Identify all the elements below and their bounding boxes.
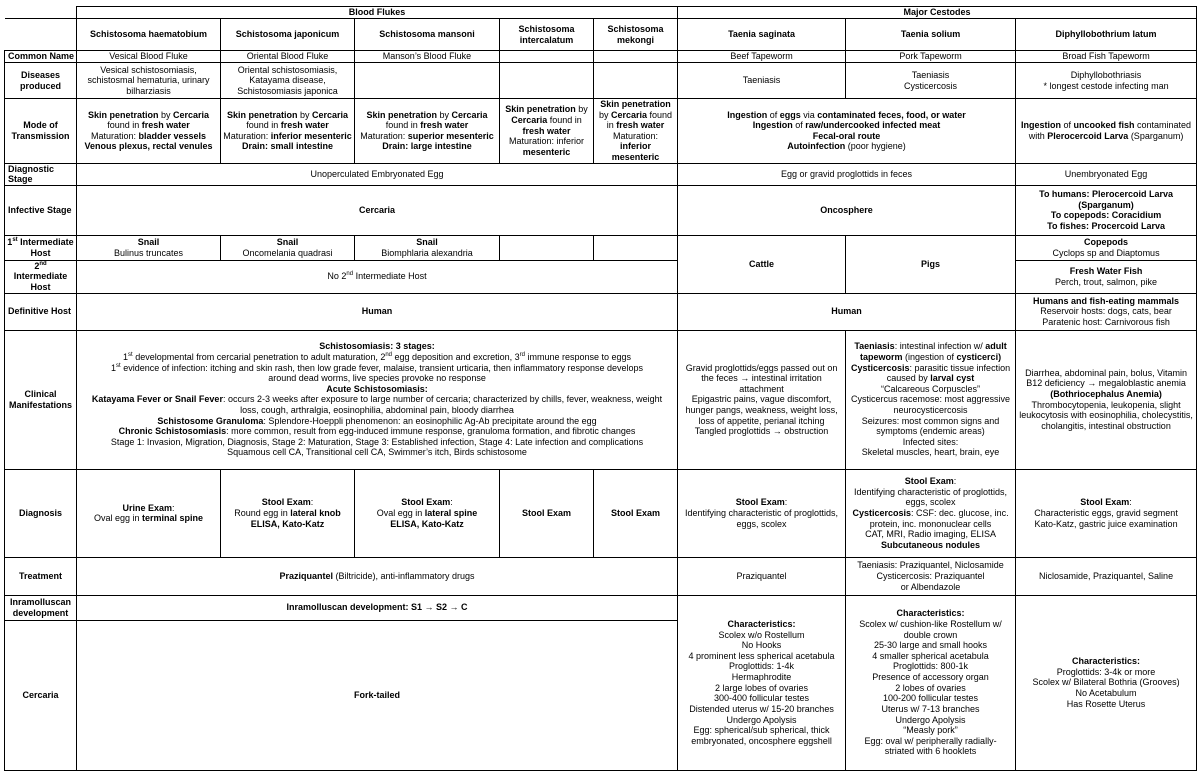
diag-stage-taenia: Egg or gravid proglottids in feces — [678, 163, 1016, 185]
row-header-clinical: Clinical Manifestations — [5, 330, 77, 469]
text-line: Snail — [276, 237, 299, 248]
intermediate-host-solium: Pigs — [846, 235, 1016, 293]
second-ih-latum — [1016, 260, 1197, 293]
diseases-solium — [846, 63, 1016, 99]
text-line: Diarrhea, abdominal pain, bolus, Vitamin — [1025, 367, 1188, 378]
clinical-saginata — [678, 330, 846, 469]
text-line: Diphyllobothriasis — [1070, 69, 1142, 80]
text-line: Scolex w/o Rostellum — [718, 629, 805, 640]
col-header-latum: Diphyllobothrium latum — [1016, 19, 1197, 51]
text-line: found in fresh water — [107, 120, 190, 131]
text-line: 300-400 follicular testes — [714, 693, 810, 704]
text-line: Cysticercosis: CSF: dec. glucose, inc. — [852, 507, 1009, 518]
parasite-comparison-table — [4, 6, 1197, 771]
text-line: Thrombocytopenia, leukopenia, slight — [1031, 399, 1181, 410]
row-header-mode: Mode of Transmission — [5, 99, 77, 164]
text-line: Undergo Apolysis — [726, 714, 797, 725]
diseases-mansoni — [355, 63, 500, 99]
text-line: Perch, trout, salmon, pike — [1055, 276, 1158, 287]
text-line: with Plerocercoid Larva (Sparganum) — [1028, 130, 1184, 141]
text-line: Scolex w/ cushion-like Rostellum w/ — [859, 619, 1002, 630]
text-line: Skin penetration by — [505, 104, 588, 115]
text-line: Oval egg in terminal spine — [93, 513, 204, 524]
text-line: “Calcareous Corpuscles” — [881, 383, 981, 394]
text-line: mesenteric — [522, 146, 571, 157]
characteristics-solium — [846, 595, 1016, 770]
mode-latum — [1016, 99, 1197, 164]
first-ih-japonicum — [221, 235, 355, 260]
text-line: Katayama disease, — [249, 75, 326, 86]
text-line: Subcutaneous nodules — [881, 539, 981, 550]
infective-latum — [1016, 185, 1197, 235]
first-ih-latum — [1016, 235, 1197, 260]
text-line: tapeworm (ingestion of cysticerci) — [859, 351, 1002, 362]
col-header-mansoni: Schistosoma mansoni — [355, 19, 500, 51]
text-line: Autoinfection (poor hygiene) — [787, 141, 906, 152]
col-header-saginata: Taenia saginata — [678, 19, 846, 51]
text-line: Epigastric pains, vague discomfort, — [691, 394, 832, 405]
text-line: Presence of accessory organ — [872, 672, 989, 683]
text-line: Ingestion of raw/undercooked infected meat — [752, 120, 941, 131]
text-line: 25-30 large and small hooks — [873, 640, 988, 651]
text-line: Acute Schistosomiasis: — [326, 383, 428, 394]
row-header-diag-stage: Diagnostic Stage — [5, 163, 77, 185]
text-line: striated with 6 hooklets — [884, 746, 977, 757]
text-line: loss, cough, arthralgia, eosinophilia, abdominal pain, bloody diarrhea — [240, 405, 514, 415]
diseases-mekongi — [594, 63, 678, 99]
text-line: 1st developmental from cercarial penetration to adult maturation, 2nd egg deposition and excretion, 3rd immune response to eggs — [123, 351, 632, 362]
first-ih-mekongi — [594, 235, 678, 260]
text-line: by Cercaria found — [598, 109, 673, 120]
col-header-solium: Taenia solium — [846, 19, 1016, 51]
intermediate-host-saginata: Cattle — [678, 235, 846, 293]
common-name-mansoni: Manson’s Blood Fluke — [355, 51, 500, 63]
text-line: Maturation: bladder vessels — [90, 130, 207, 141]
common-name-haematobium: Vesical Blood Fluke — [77, 51, 221, 63]
row-diseases — [5, 63, 1197, 99]
row-header-diseases: Diseases produced — [5, 63, 77, 99]
text-line: Paratenic host: Carnivorous fish — [1042, 317, 1170, 327]
text-line: Stool Exam: — [735, 497, 788, 508]
treatment-saginata: Praziquantel — [678, 557, 846, 595]
text-line: Skin penetration by Cercaria — [87, 109, 210, 120]
row-header-infective: Infective Stage — [5, 185, 77, 235]
row-header-common-name: Common Name — [5, 51, 77, 63]
clinical-solium — [846, 330, 1016, 469]
diagnosis-intercalatum: Stool Exam — [500, 469, 594, 557]
text-line: Has Rosette Uterus — [1066, 698, 1146, 709]
text-line: To fishes: Procercoid Larva — [1047, 220, 1165, 231]
text-line: Oncomelania quadrasi — [242, 247, 333, 258]
text-line: Cyclops sp and Diaptomus — [1052, 247, 1160, 258]
text-line: schistosmal hematuria, urinary — [87, 75, 210, 86]
diagnosis-haematobium — [77, 469, 221, 557]
text-line: attachment — [739, 383, 784, 394]
text-line: To copepods: Coracidium — [1050, 210, 1162, 221]
text-line: or Albendazole — [900, 581, 961, 592]
text-line: protein, inc. mononuclear cells — [869, 518, 992, 529]
text-line: Squamous cell CA, Transitional cell CA, Swimmer’s itch, Birds schistosome — [227, 447, 527, 458]
first-ih-intercalatum — [500, 235, 594, 260]
text-line: Skin penetration by Cercaria — [226, 109, 349, 120]
mode-japonicum — [221, 99, 355, 164]
text-line: (Bothriocephalus Anemia) — [1050, 389, 1162, 400]
row-mode-of-transmission — [5, 99, 1197, 164]
row-header-cercaria: Cercaria — [5, 620, 77, 770]
text-line: Bulinus truncates — [113, 247, 184, 258]
text-line: Schistosomiasis japonica — [237, 85, 338, 96]
text-line: Characteristic eggs, gravid segment — [1034, 507, 1178, 518]
text-line: caused by larval cyst — [886, 373, 975, 384]
text-line: Hermaphrodite — [731, 672, 792, 683]
clinical-latum — [1016, 330, 1197, 469]
text-line: Drain: large intestine — [382, 141, 472, 152]
text-line: Characteristics: — [1072, 656, 1141, 667]
text-line: Skin penetration — [600, 99, 671, 109]
text-line: Distended uterus w/ 15-20 branches — [689, 703, 834, 714]
text-line: Stool Exam: — [904, 476, 957, 487]
definitive-flukes: Human — [77, 293, 678, 330]
text-line: Proglottids: 3-4k or more — [1056, 666, 1156, 677]
row-diagnostic-stage — [5, 163, 1197, 185]
text-line: Cysticercosis: Praziquantel — [876, 570, 985, 581]
text-line: inferior mesenteric — [611, 141, 660, 163]
text-line: Kato-Katz, gastric juice examination — [1034, 518, 1178, 529]
text-line: Stool Exam: — [401, 497, 453, 508]
text-line: Snail — [416, 237, 438, 248]
col-header-haematobium: Schistosoma haematobium — [77, 19, 221, 51]
row-treatment — [5, 557, 1197, 595]
text-line: Characteristics: — [896, 608, 965, 619]
corner-cell — [5, 19, 77, 51]
row-clinical-manifestations — [5, 330, 1197, 469]
text-line: Urine Exam: — [122, 502, 175, 513]
common-name-solium: Pork Tapeworm — [846, 51, 1016, 63]
text-line: found in fresh water — [385, 120, 469, 131]
text-line: Stage 1: Invasion, Migration, Diagnosis, Stage 2: Maturation, Stage 3: Established infection, Stage 4: Late infection and complications — [110, 436, 644, 447]
text-line: Biomphlaria alexandria — [381, 247, 473, 258]
text-line: Vesical schistosomiasis, — [100, 64, 197, 75]
infective-flukes: Cercaria — [77, 185, 678, 235]
text-line: embryonated, oncosphere eggshell — [691, 735, 832, 746]
text-line: Identifying characteristic of proglottids, — [853, 486, 1008, 497]
second-ih-flukes: No 2nd Intermediate Host — [77, 260, 678, 293]
arrow-right-icon: → — [424, 602, 434, 613]
diagnosis-latum — [1016, 469, 1197, 557]
characteristics-latum — [1016, 595, 1197, 770]
row-infective-stage — [5, 185, 1197, 235]
diseases-saginata: Taeniasis — [678, 63, 846, 99]
text-line: bilharziasis — [126, 85, 171, 96]
text-line: cholangitis, intestinal obstruction — [1041, 420, 1171, 431]
text-line: Identifying characteristic of proglottids, eggs, scolex — [684, 507, 839, 529]
text-line: Cysticercosis: parasitic tissue infection — [850, 362, 1011, 373]
text-line: Fresh Water Fish — [1069, 266, 1143, 277]
diseases-intercalatum — [500, 63, 594, 99]
common-name-mekongi — [594, 51, 678, 63]
row-header-intramolluscan: Inramolluscan development — [5, 595, 77, 620]
text-line: Proglottids: 1-4k — [729, 661, 795, 672]
text-line: Taeniasis — [911, 69, 950, 80]
text-line: Katayama Fever or Snail Fever: occurs 2-3 weeks after exposure to large number of cercaria; characterized by chills, fever, weakness, weight — [91, 394, 663, 405]
common-name-intercalatum — [500, 51, 594, 63]
definitive-latum — [1016, 293, 1197, 330]
diagnosis-mansoni — [355, 469, 500, 557]
text-line: fresh water — [522, 125, 571, 136]
col-header-japonicum: Schistosoma japonicum — [221, 19, 355, 51]
diagnosis-mekongi: Stool Exam — [594, 469, 678, 557]
diseases-japonicum — [221, 63, 355, 99]
text-line: 100-200 follicular testes — [883, 693, 979, 704]
treatment-latum: Niclosamide, Praziquantel, Saline — [1016, 557, 1197, 595]
mode-haematobium — [77, 99, 221, 164]
text-line: (Sparganum) — [1078, 199, 1134, 210]
diagnosis-solium — [846, 469, 1016, 557]
group-major-cestodes: Major Cestodes — [678, 7, 1197, 19]
text-line: Chronic Schistosomiasis: more common, result from egg-induced immune response, granuloma formation, and fibrotic changes — [118, 426, 636, 437]
text-line: No Acetabulum — [1075, 688, 1137, 698]
text-line: Maturation: inferior mesenteric — [223, 130, 352, 141]
text-line: Maturation: — [613, 130, 659, 141]
text-line: leukocytosis with eosinophilia, cholecystitis, — [1019, 410, 1193, 421]
row-second-intermediate-host — [5, 260, 1197, 293]
clinical-flukes — [77, 330, 678, 469]
common-name-saginata: Beef Tapeworm — [678, 51, 846, 63]
text-line: Drain: small intestine — [241, 141, 334, 152]
mode-taenia — [678, 99, 1016, 164]
diag-stage-latum: Unembryonated Egg — [1016, 163, 1197, 185]
text-line: Fecal-oral route — [812, 130, 881, 141]
text-line: Infected sites: — [902, 436, 959, 447]
first-ih-mansoni — [355, 235, 500, 260]
text-line: Venous plexus, rectal venules — [84, 141, 213, 152]
row-common-name — [5, 51, 1197, 63]
text-line: Stool Exam: — [1080, 497, 1132, 508]
row-definitive-host — [5, 293, 1197, 330]
text-line: Characteristics: — [727, 619, 796, 630]
text-line: B12 deficiency → megaloblastic anemia — [1026, 378, 1186, 389]
diseases-latum — [1016, 63, 1197, 99]
text-line: loss of appetite, perianal itching — [698, 415, 825, 426]
intramolluscan-flukes: Inramolluscan development: S1 → S2 → C — [77, 595, 678, 620]
text-line: 2 lobes of ovaries — [895, 682, 966, 693]
first-ih-haematobium — [77, 235, 221, 260]
infective-taenia: Oncosphere — [678, 185, 1016, 235]
col-header-mekongi: Schistosoma mekongi — [594, 19, 678, 51]
mode-mekongi — [594, 99, 678, 164]
species-header-row — [5, 19, 1197, 51]
text-line: ELISA, Kato-Katz — [390, 518, 464, 529]
text-line: 1st evidence of infection: itching and skin rash, then low grade fever, malaise, transient urticaria, then inflammatory response develops — [111, 362, 643, 373]
text-line: “Measly pork” — [903, 725, 958, 736]
corner-cell — [5, 7, 77, 19]
row-header-treatment: Treatment — [5, 557, 77, 595]
row-first-intermediate-host — [5, 235, 1197, 260]
text-line: Gravid proglottids/eggs passed out on — [685, 362, 838, 373]
row-intramolluscan — [5, 595, 1197, 620]
text-line: Reservoir hosts: dogs, cats, bear — [1040, 306, 1172, 317]
diagnosis-japonicum — [221, 469, 355, 557]
text-line: Egg: oval w/ peripherally radially- — [864, 735, 997, 746]
comparison-sheet — [4, 6, 1196, 771]
text-line: 4 prominent less spherical acetabula — [688, 650, 835, 661]
text-line: Maturation: superior mesenteric — [360, 130, 494, 141]
text-line: Schistosomiasis: 3 stages: — [319, 341, 435, 352]
text-line: Copepods — [1084, 237, 1129, 248]
text-line: Maturation: inferior — [508, 136, 585, 147]
text-line: Taeniasis: Praziquantel, Niclosamide — [857, 560, 1004, 571]
text-line: Schistosome Granuloma: Splendore-Hoeppli phenomenon: an eosinophilic Ag-Ab precipitate around the egg — [157, 415, 597, 426]
text-line: 4 smaller spherical acetabula — [872, 650, 989, 661]
text-line: Round egg in lateral knob — [234, 507, 341, 518]
text-line: Scolex w/ Bilateral Bothria (Grooves) — [1032, 677, 1180, 688]
row-header-definitive: Definitive Host — [5, 293, 77, 330]
text-line: hunger pangs, weakness, weight loss, — [685, 405, 838, 415]
text-line: Skin penetration by Cercaria — [366, 109, 488, 120]
text-line: Undergo Apolysis — [895, 714, 966, 725]
text-line: found in fresh water — [246, 120, 329, 131]
text-line: Tangled proglottids → obstruction — [694, 426, 829, 437]
text-line: No Hooks — [741, 640, 782, 651]
treatment-flukes: Praziquantel (Biltricide), anti-inflammatory drugs — [77, 557, 678, 595]
text-line: around dead worms, live species provoke no response — [268, 373, 486, 384]
mode-mansoni — [355, 99, 500, 164]
text-line: Ingestion of eggs via contaminated feces, food, or water — [727, 109, 966, 120]
row-diagnosis — [5, 469, 1197, 557]
text-line: ELISA, Kato-Katz — [250, 518, 325, 529]
text-line: Humans and fish-eating mammals — [1033, 295, 1180, 306]
text-line: symptoms (endemic areas) — [876, 426, 985, 437]
text-line: To humans: Plerocercoid Larva — [1039, 189, 1173, 200]
text-line: eggs, scolex — [905, 497, 956, 508]
text-line: 2 large lobes of ovaries — [715, 682, 809, 693]
text-line: double crown — [903, 629, 958, 640]
common-name-latum: Broad Fish Tapeworm — [1016, 51, 1197, 63]
treatment-solium — [846, 557, 1016, 595]
cercaria-flukes: Fork-tailed — [77, 620, 678, 770]
text-line: Proglottids: 800-1k — [893, 661, 969, 672]
text-line: neurocysticercosis — [893, 405, 968, 415]
arrow-right-icon: → — [449, 602, 459, 613]
text-line: Skeletal muscles, heart, brain, eye — [861, 447, 1000, 458]
row-header-first-ih: 1st Intermediate Host — [5, 235, 77, 260]
text-line: Ingestion of uncooked fish contaminated — [1021, 120, 1192, 131]
text-line: Taeniasis: intestinal infection w/ adult — [854, 341, 1007, 352]
characteristics-saginata — [678, 595, 846, 770]
text-line: Snail — [137, 237, 160, 248]
text-line: Oriental schistosomiasis, — [237, 64, 338, 75]
diagnosis-saginata — [678, 469, 846, 557]
text-line: Cysticercosis — [904, 80, 958, 91]
row-header-second-ih: 2nd Intermediate Host — [5, 260, 77, 293]
group-header-row — [5, 7, 1197, 19]
definitive-taenia: Human — [678, 293, 1016, 330]
text-line: Seizures: most common signs and — [861, 415, 1000, 426]
text-line: Cysticercus racemose: most aggressive — [851, 394, 1011, 405]
diseases-haematobium — [77, 63, 221, 99]
group-blood-flukes: Blood Flukes — [77, 7, 678, 19]
text-line: in fresh water — [606, 120, 665, 131]
text-line: Stool Exam: — [261, 497, 314, 508]
text-line: * longest cestode infecting man — [1043, 80, 1169, 91]
text-line: CAT, MRI, Radio imaging, ELISA — [865, 529, 996, 540]
diag-stage-flukes: Unoperculated Embryonated Egg — [77, 163, 678, 185]
text-line: Cercaria found in — [511, 114, 582, 125]
col-header-intercalatum: Schistosoma intercalatum — [500, 19, 594, 51]
mode-intercalatum — [500, 99, 594, 164]
common-name-japonicum: Oriental Blood Fluke — [221, 51, 355, 63]
text-line: Uterus w/ 7-13 branches — [881, 703, 980, 714]
text-line: Egg: spherical/sub spherical, thick — [693, 725, 830, 736]
text-line: the feces → intestinal irritation — [701, 373, 822, 384]
text-line: Oval egg in lateral spine — [376, 507, 478, 518]
row-header-diagnosis: Diagnosis — [5, 469, 77, 557]
